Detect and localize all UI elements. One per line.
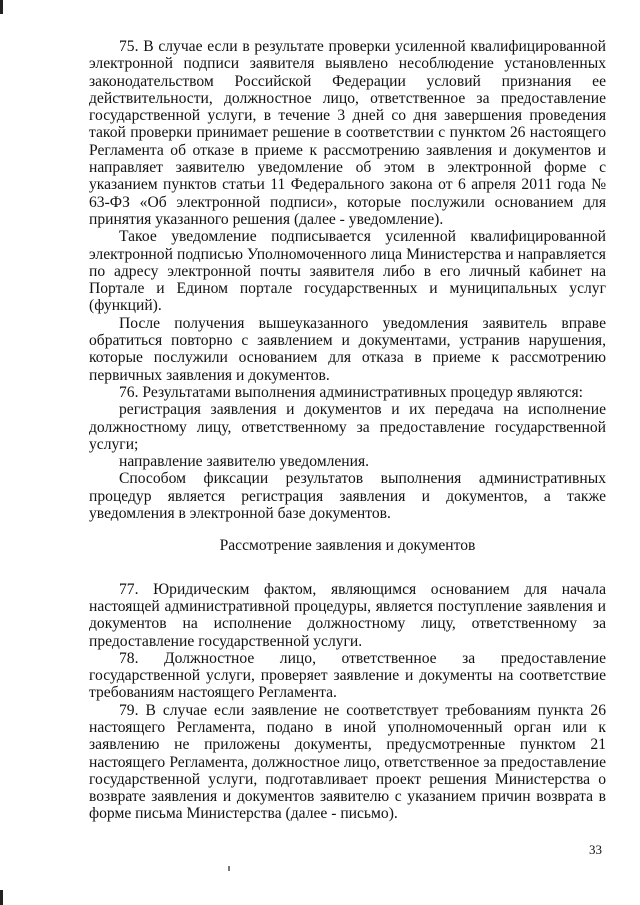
page-number: 33 (589, 842, 602, 857)
paragraph-77: 77. Юридическим фактом, являющимся основанием для начала настоящей административной процедуры, является поступление заявления и документов на исполнение должностному лицу, ответственному за предоставление государственной услуги. (89, 580, 606, 650)
section-heading: Рассмотрение заявления и документов (219, 537, 476, 555)
paragraph-76-result-notification: направление заявителю уведомления. (119, 453, 370, 471)
paragraph-75-notification-signing: Такое уведомление подписывается усиленной квалифицированной электронной подписью Уполномоченного лица Министерства и направляется по адресу электронной почты заявителя либо в его личный кабинет на Портале и Едином портале государственных и муниципальных услуг (функций). (89, 228, 606, 315)
paragraph-76-fixation: Способом фиксации результатов выполнения административных процедур является регистрация заявления и документов, а также уведомления в электронной базе документов. (89, 470, 606, 523)
paragraph-79: 79. В случае если заявление не соответствует требованиям пункта 26 настоящего Регламента, подано в иной уполномоченный орган или к заявлению не приложены документы, предусмотренные пунктом 21 настоящего Регламента, должностное лицо, ответственное за предоставление государственной услуги, подготавливает проект решения Министерства о возврате заявления и документов заявителю с указанием причин возврата в форме письма Министерства (далее - письмо). (89, 701, 606, 823)
paragraph-75: 75. В случае если в результате проверки усиленной квалифицированной электронной подписи заявителя выявлено несоблюдение установленных законодательством Российской Федерации условий признания ее действительности, должностное лицо, ответственное за предоставление государственной услуги, в течение 3 дней со дня завершения проведения такой проверки принимает решение в соответствии с пунктом 26 настоящего Регламента об отказе в приеме к рассмотрению заявления и документов и направляет заявителю уведомление об этом в электронной форме с указанием пунктов статьи 11 Федерального закона от 6 апреля 2011 года № 63-ФЗ «Об электронной подписи», которые послужили основанием для принятия указанного решения (далее - уведомление). (89, 38, 606, 228)
paragraph-75-reapply: После получения вышеуказанного уведомления заявитель вправе обратиться повторно с заявлением и документами, устранив нарушения, которые послужили основанием для отказа в приеме к рассмотрению первичных заявления и документов. (89, 314, 606, 384)
scan-edge-mark-top (0, 0, 3, 14)
paragraph-76-result-registration: регистрация заявления и документов и их передача на исполнение должностному лицу, ответственному за предоставление государственной услуги; (89, 401, 606, 453)
scan-edge-mark-bottom (0, 890, 3, 905)
document-body (89, 38, 606, 823)
paragraph-78: 78. Должностное лицо, ответственное за предоставление государственной услуги, проверяет заявление и документы на соответствие требованиям настоящего Регламента. (89, 649, 606, 702)
paragraph-76: 76. Результатами выполнения административных процедур являются: (119, 383, 583, 401)
scan-speck (228, 866, 230, 871)
